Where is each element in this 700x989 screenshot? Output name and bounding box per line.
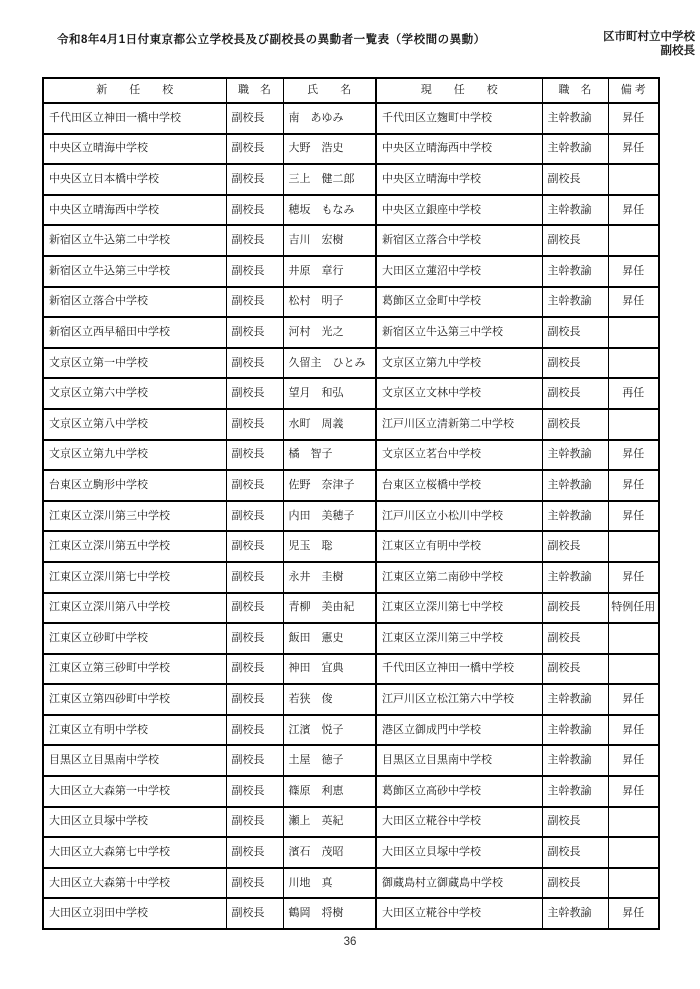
current-position-cell: 主幹教諭 <box>542 745 608 776</box>
new-school-cell: 文京区立第八中学校 <box>43 409 226 440</box>
table-row <box>43 531 659 562</box>
new-school-cell: 新宿区立牛込第二中学校 <box>43 225 226 256</box>
table-row <box>43 195 659 226</box>
remarks-cell <box>608 531 659 562</box>
table-row <box>43 501 659 532</box>
new-school-cell: 江東区立第三砂町中学校 <box>43 654 226 685</box>
current-school-cell: 文京区立茗台中学校 <box>376 440 542 471</box>
new-school-cell: 大田区立大森第十中学校 <box>43 868 226 899</box>
current-school-cell: 文京区立文林中学校 <box>376 378 542 409</box>
table-row <box>43 745 659 776</box>
new-school-cell: 江東区立深川第三中学校 <box>43 501 226 532</box>
table-row <box>43 715 659 746</box>
header-new-position: 職 名 <box>226 78 283 103</box>
remarks-cell: 昇任 <box>608 501 659 532</box>
remarks-cell: 昇任 <box>608 470 659 501</box>
name-cell: 青柳 美由紀 <box>283 593 376 624</box>
new-position-cell: 副校長 <box>226 654 283 685</box>
table-row <box>43 654 659 685</box>
remarks-cell <box>608 164 659 195</box>
table-row <box>43 470 659 501</box>
current-position-cell: 副校長 <box>542 654 608 685</box>
new-position-cell: 副校長 <box>226 684 283 715</box>
new-position-cell: 副校長 <box>226 593 283 624</box>
current-school-cell: 千代田区立神田一橋中学校 <box>376 654 542 685</box>
current-position-cell: 副校長 <box>542 225 608 256</box>
remarks-cell: 昇任 <box>608 287 659 318</box>
name-cell: 若狭 俊 <box>283 684 376 715</box>
remarks-cell: 昇任 <box>608 715 659 746</box>
name-cell: 児玉 聡 <box>283 531 376 562</box>
current-school-cell: 大田区立蓮沼中学校 <box>376 256 542 287</box>
new-position-cell: 副校長 <box>226 378 283 409</box>
remarks-cell <box>608 348 659 379</box>
current-position-cell: 主幹教諭 <box>542 287 608 318</box>
remarks-cell <box>608 623 659 654</box>
name-cell: 飯田 憲史 <box>283 623 376 654</box>
new-school-cell: 新宿区立西早稲田中学校 <box>43 317 226 348</box>
current-position-cell: 副校長 <box>542 807 608 838</box>
header-current-school: 現 任 校 <box>376 78 542 103</box>
table-row <box>43 837 659 868</box>
new-position-cell: 副校長 <box>226 745 283 776</box>
name-cell: 橘 智子 <box>283 440 376 471</box>
name-cell: 神田 宜典 <box>283 654 376 685</box>
current-position-cell: 主幹教諭 <box>542 898 608 929</box>
remarks-cell: 昇任 <box>608 134 659 165</box>
remarks-cell: 昇任 <box>608 776 659 807</box>
table-row <box>43 256 659 287</box>
name-cell: 濱石 茂昭 <box>283 837 376 868</box>
new-school-cell: 千代田区立神田一橋中学校 <box>43 103 226 134</box>
current-school-cell: 江戸川区立小松川中学校 <box>376 501 542 532</box>
remarks-cell: 昇任 <box>608 745 659 776</box>
remarks-cell: 特例任用 <box>608 593 659 624</box>
table-row <box>43 348 659 379</box>
current-school-cell: 大田区立貝塚中学校 <box>376 837 542 868</box>
current-position-cell: 副校長 <box>542 623 608 654</box>
current-school-cell: 大田区立糀谷中学校 <box>376 807 542 838</box>
remarks-cell <box>608 654 659 685</box>
table-row <box>43 684 659 715</box>
new-school-cell: 目黒区立目黒南中学校 <box>43 745 226 776</box>
new-school-cell: 江東区立深川第五中学校 <box>43 531 226 562</box>
new-position-cell: 副校長 <box>226 898 283 929</box>
current-school-cell: 大田区立糀谷中学校 <box>376 898 542 929</box>
current-school-cell: 江東区立第二南砂中学校 <box>376 562 542 593</box>
new-position-cell: 副校長 <box>226 531 283 562</box>
new-position-cell: 副校長 <box>226 103 283 134</box>
current-position-cell: 副校長 <box>542 868 608 899</box>
current-position-cell: 主幹教諭 <box>542 195 608 226</box>
new-school-cell: 中央区立日本橋中学校 <box>43 164 226 195</box>
header-current-position: 職 名 <box>542 78 608 103</box>
current-position-cell: 主幹教諭 <box>542 684 608 715</box>
header-new-school: 新 任 校 <box>43 78 226 103</box>
current-school-cell: 江戸川区立松江第六中学校 <box>376 684 542 715</box>
table-row <box>43 807 659 838</box>
remarks-cell: 昇任 <box>608 103 659 134</box>
current-position-cell: 主幹教諭 <box>542 256 608 287</box>
remarks-cell <box>608 837 659 868</box>
new-position-cell: 副校長 <box>226 440 283 471</box>
current-position-cell: 主幹教諭 <box>542 470 608 501</box>
name-cell: 土屋 徳子 <box>283 745 376 776</box>
table-row <box>43 317 659 348</box>
name-cell: 穂坂 もなみ <box>283 195 376 226</box>
new-position-cell: 副校長 <box>226 837 283 868</box>
name-cell: 南 あゆみ <box>283 103 376 134</box>
table-row <box>43 562 659 593</box>
name-cell: 大野 浩史 <box>283 134 376 165</box>
table-row <box>43 378 659 409</box>
current-school-cell: 江戸川区立清新第二中学校 <box>376 409 542 440</box>
category-label: 区市町村立中学校 <box>603 31 695 43</box>
current-school-cell: 中央区立晴海中学校 <box>376 164 542 195</box>
new-school-cell: 台東区立駒形中学校 <box>43 470 226 501</box>
name-cell: 水町 周義 <box>283 409 376 440</box>
new-school-cell: 大田区立大森第一中学校 <box>43 776 226 807</box>
new-position-cell: 副校長 <box>226 134 283 165</box>
remarks-cell <box>608 807 659 838</box>
table-row <box>43 898 659 929</box>
table-row <box>43 134 659 165</box>
name-cell: 三上 健二郎 <box>283 164 376 195</box>
current-position-cell: 主幹教諭 <box>542 501 608 532</box>
name-cell: 松村 明子 <box>283 287 376 318</box>
current-position-cell: 副校長 <box>542 837 608 868</box>
new-school-cell: 文京区立第九中学校 <box>43 440 226 471</box>
name-cell: 望月 和弘 <box>283 378 376 409</box>
name-cell: 江濱 悦子 <box>283 715 376 746</box>
current-position-cell: 副校長 <box>542 378 608 409</box>
current-school-cell: 中央区立晴海西中学校 <box>376 134 542 165</box>
remarks-cell: 昇任 <box>608 195 659 226</box>
current-school-cell: 新宿区立落合中学校 <box>376 225 542 256</box>
table-row <box>43 103 659 134</box>
table-row <box>43 225 659 256</box>
new-school-cell: 大田区立大森第七中学校 <box>43 837 226 868</box>
current-position-cell: 主幹教諭 <box>542 103 608 134</box>
current-school-cell: 葛飾区立金町中学校 <box>376 287 542 318</box>
header-remarks: 備 考 <box>608 78 659 103</box>
name-cell: 内田 美穂子 <box>283 501 376 532</box>
name-cell: 久留主 ひとみ <box>283 348 376 379</box>
current-school-cell: 葛飾区立高砂中学校 <box>376 776 542 807</box>
new-position-cell: 副校長 <box>226 409 283 440</box>
new-school-cell: 大田区立貝塚中学校 <box>43 807 226 838</box>
current-position-cell: 主幹教諭 <box>542 715 608 746</box>
table-row <box>43 440 659 471</box>
remarks-cell: 昇任 <box>608 684 659 715</box>
table-body <box>43 103 659 929</box>
table-row <box>43 164 659 195</box>
remarks-cell <box>608 409 659 440</box>
category-block <box>603 30 695 58</box>
new-position-cell: 副校長 <box>226 623 283 654</box>
remarks-cell: 昇任 <box>608 562 659 593</box>
name-cell: 河村 光之 <box>283 317 376 348</box>
current-school-cell: 江東区立深川第七中学校 <box>376 593 542 624</box>
current-school-cell: 中央区立銀座中学校 <box>376 195 542 226</box>
table-row <box>43 287 659 318</box>
new-position-cell: 副校長 <box>226 807 283 838</box>
document-title: 令和8年4月1日付東京都公立学校長及び副校長の異動者一覧表（学校間の異動） <box>57 34 486 46</box>
current-position-cell: 副校長 <box>542 409 608 440</box>
new-position-cell: 副校長 <box>226 501 283 532</box>
new-position-cell: 副校長 <box>226 317 283 348</box>
table-row <box>43 776 659 807</box>
current-position-cell: 主幹教諭 <box>542 440 608 471</box>
remarks-cell <box>608 868 659 899</box>
table-row <box>43 593 659 624</box>
name-cell: 瀬上 英紀 <box>283 807 376 838</box>
new-position-cell: 副校長 <box>226 868 283 899</box>
current-position-cell: 副校長 <box>542 348 608 379</box>
current-position-cell: 副校長 <box>542 531 608 562</box>
new-school-cell: 江東区立第四砂町中学校 <box>43 684 226 715</box>
current-position-cell: 主幹教諭 <box>542 776 608 807</box>
table-row <box>43 868 659 899</box>
current-school-cell: 千代田区立麹町中学校 <box>376 103 542 134</box>
new-school-cell: 江東区立砂町中学校 <box>43 623 226 654</box>
new-school-cell: 江東区立深川第七中学校 <box>43 562 226 593</box>
remarks-cell: 再任 <box>608 378 659 409</box>
new-position-cell: 副校長 <box>226 164 283 195</box>
current-school-cell: 台東区立桜橋中学校 <box>376 470 542 501</box>
new-position-cell: 副校長 <box>226 470 283 501</box>
name-cell: 吉川 宏樹 <box>283 225 376 256</box>
new-position-cell: 副校長 <box>226 195 283 226</box>
new-school-cell: 文京区立第六中学校 <box>43 378 226 409</box>
new-position-cell: 副校長 <box>226 562 283 593</box>
new-school-cell: 大田区立羽田中学校 <box>43 898 226 929</box>
current-school-cell: 御蔵島村立御蔵島中学校 <box>376 868 542 899</box>
table-row <box>43 409 659 440</box>
current-position-cell: 副校長 <box>542 317 608 348</box>
current-school-cell: 新宿区立牛込第三中学校 <box>376 317 542 348</box>
transfer-table <box>42 77 660 930</box>
new-position-cell: 副校長 <box>226 256 283 287</box>
remarks-cell: 昇任 <box>608 898 659 929</box>
current-school-cell: 目黒区立目黒南中学校 <box>376 745 542 776</box>
new-school-cell: 文京区立第一中学校 <box>43 348 226 379</box>
name-cell: 川地 真 <box>283 868 376 899</box>
new-position-cell: 副校長 <box>226 715 283 746</box>
current-position-cell: 副校長 <box>542 593 608 624</box>
name-cell: 井原 章行 <box>283 256 376 287</box>
new-position-cell: 副校長 <box>226 225 283 256</box>
new-position-cell: 副校長 <box>226 287 283 318</box>
name-cell: 篠原 利恵 <box>283 776 376 807</box>
current-position-cell: 副校長 <box>542 164 608 195</box>
table-header <box>43 78 659 103</box>
current-school-cell: 江東区立有明中学校 <box>376 531 542 562</box>
subcategory-label: 副校長 <box>660 45 695 57</box>
new-school-cell: 新宿区立落合中学校 <box>43 287 226 318</box>
current-school-cell: 江東区立深川第三中学校 <box>376 623 542 654</box>
new-school-cell: 江東区立深川第八中学校 <box>43 593 226 624</box>
page-number: 36 <box>343 936 357 948</box>
current-school-cell: 港区立御成門中学校 <box>376 715 542 746</box>
current-school-cell: 文京区立第九中学校 <box>376 348 542 379</box>
name-cell: 永井 圭樹 <box>283 562 376 593</box>
current-position-cell: 主幹教諭 <box>542 562 608 593</box>
new-position-cell: 副校長 <box>226 776 283 807</box>
name-cell: 佐野 奈津子 <box>283 470 376 501</box>
remarks-cell: 昇任 <box>608 256 659 287</box>
name-cell: 鶴岡 将樹 <box>283 898 376 929</box>
new-school-cell: 江東区立有明中学校 <box>43 715 226 746</box>
table-row <box>43 623 659 654</box>
header-name: 氏 名 <box>283 78 376 103</box>
new-school-cell: 新宿区立牛込第三中学校 <box>43 256 226 287</box>
new-school-cell: 中央区立晴海中学校 <box>43 134 226 165</box>
current-position-cell: 主幹教諭 <box>542 134 608 165</box>
remarks-cell <box>608 225 659 256</box>
header-row <box>43 78 659 103</box>
remarks-cell <box>608 317 659 348</box>
new-school-cell: 中央区立晴海西中学校 <box>43 195 226 226</box>
remarks-cell: 昇任 <box>608 440 659 471</box>
new-position-cell: 副校長 <box>226 348 283 379</box>
